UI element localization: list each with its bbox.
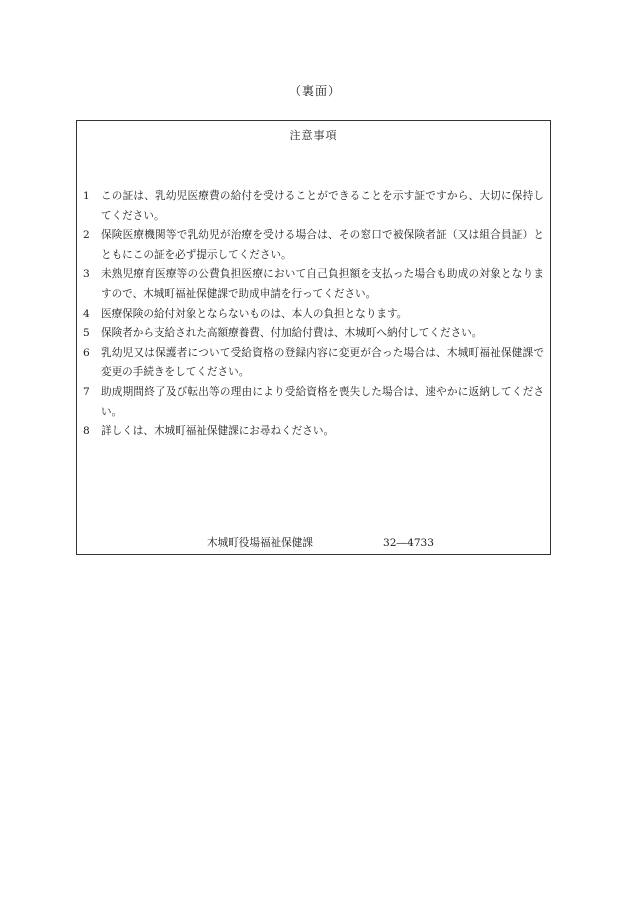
notice-item-8: [83, 422, 544, 442]
notice-item-number: 3: [83, 268, 90, 281]
notice-item-number: 7: [83, 385, 90, 398]
notice-title: 注意事項: [289, 129, 338, 142]
notice-item-1: [83, 187, 544, 226]
notice-box: [76, 120, 551, 555]
notice-item-text: 詳しくは、木城町福祉保健課にお尋ねください。: [101, 425, 335, 438]
notice-item-6: [83, 344, 544, 383]
notice-item-text: 医療保険の給付対象とならないものは、本人の負担となります。: [101, 307, 408, 320]
notice-item-number: 5: [83, 327, 90, 340]
phone-number: 32―4733: [383, 537, 435, 549]
notice-item-5: [83, 324, 544, 344]
notice-item-text: 未熟児療育医療等の公費負担医療において自己負担額を支払った場合も助成の対象となりますので、木城町福祉保健課で助成申請を行ってください。: [101, 268, 544, 300]
notice-list: [83, 187, 544, 442]
notice-item-text: 保険医療機関等で乳幼児が治療を受ける場合は、その窓口で被保険者証（又は組合員証）とともにこの証を必ず提示してください。: [101, 229, 544, 261]
notice-item-4: [83, 305, 544, 325]
notice-item-text: この証は、乳幼児医療費の給付を受けることができることを示す証ですから、大切に保持してください。: [101, 190, 544, 222]
notice-item-number: 1: [83, 190, 90, 202]
notice-item-3: [83, 265, 544, 304]
page-heading: （裏面）: [288, 84, 341, 98]
notice-item-number: 4: [83, 307, 90, 320]
notice-item-2: [83, 226, 544, 265]
notice-item-number: 6: [83, 346, 90, 359]
notice-item-text: 保険者から支給された高額療養費、付加給付費は、木城町へ納付してください。: [101, 327, 483, 340]
notice-item-text: 助成期間終了及び転出等の理由により受給資格を喪失した場合は、速やかに返納してください。: [101, 385, 544, 418]
notice-item-number: 8: [83, 425, 90, 438]
office-name: 木城町役場福祉保健課: [207, 537, 313, 549]
notice-item-text: 乳幼児又は保護者について受給資格の登録内容に変更が合った場合は、木城町福祉保健課で変更の手続きをしてください。: [101, 346, 544, 379]
notice-item-7: [83, 383, 544, 422]
notice-item-number: 2: [83, 229, 90, 242]
